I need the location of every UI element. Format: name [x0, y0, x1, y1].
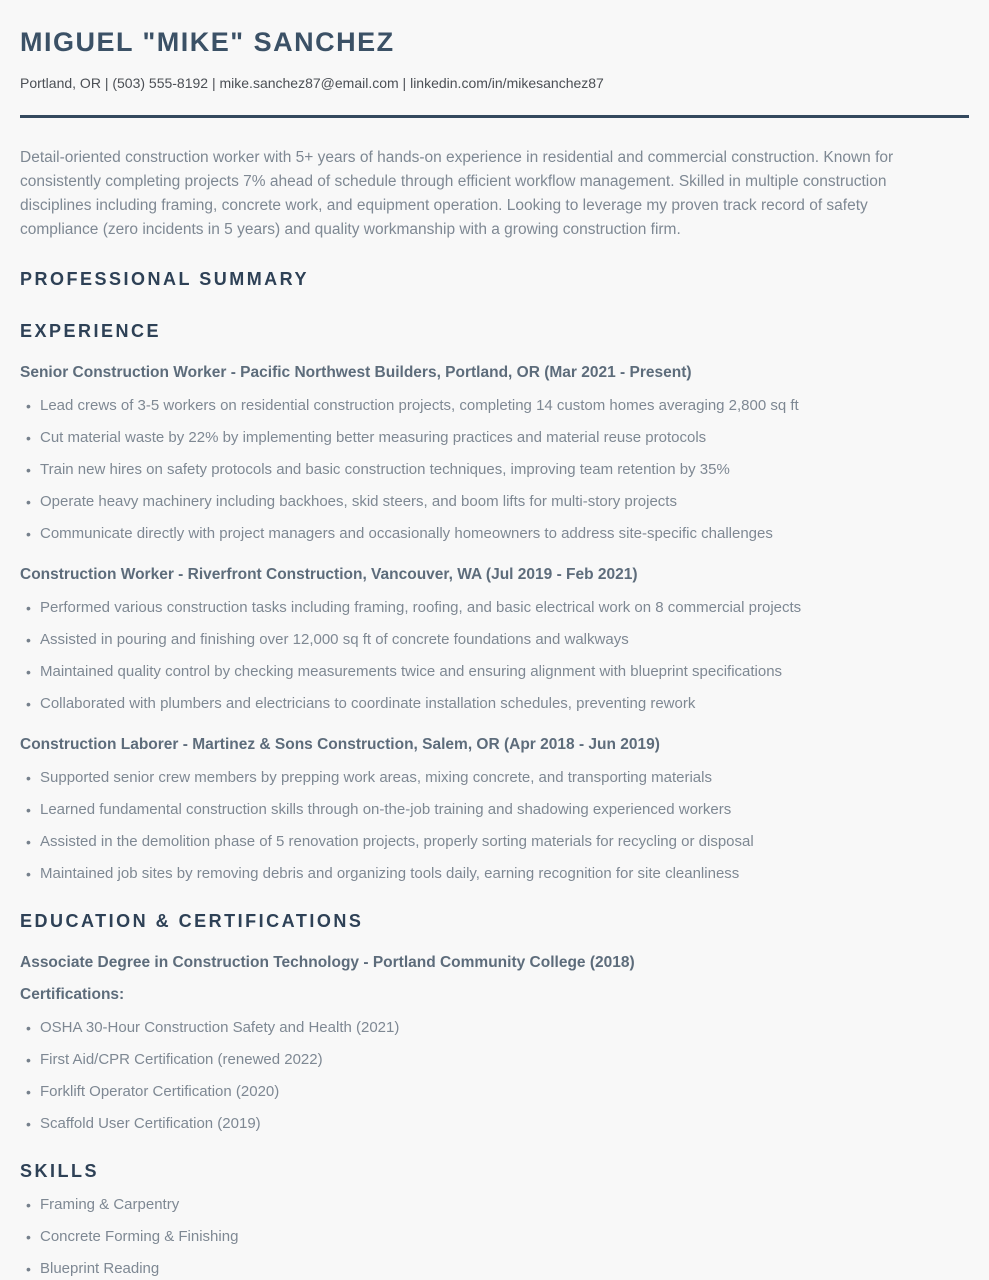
- list-item: • OSHA 30-Hour Construction Safety and Health (2021): [20, 1018, 969, 1038]
- job-title: Senior Construction Worker - Pacific Northwest Builders, Portland, OR (Mar 2021 - Present): [20, 364, 692, 381]
- list-item: • Forklift Operator Certification (2020): [20, 1082, 969, 1102]
- list-item: • First Aid/CPR Certification (renewed 2022): [20, 1050, 969, 1070]
- list-item: • Lead crews of 3-5 workers on residential construction projects, completing 14 custom homes averaging 2,800 sq ft: [20, 396, 969, 416]
- resume-name: MIGUEL "MIKE" SANCHEZ: [20, 27, 395, 57]
- list-item: • Performed various construction tasks including framing, roofing, and basic electrical work on 8 commercial projects: [20, 598, 969, 618]
- job-entry: [20, 734, 969, 884]
- list-item: • Maintained job sites by removing debris and organizing tools daily, earning recognition for site cleanliness: [20, 864, 969, 884]
- list-item: • Blueprint Reading: [20, 1259, 969, 1279]
- job-title: Construction Laborer - Martinez & Sons Construction, Salem, OR (Apr 2018 - Jun 2019): [20, 736, 660, 753]
- section-heading-skills: SKILLS: [20, 1161, 100, 1181]
- list-item: • Assisted in pouring and finishing over 12,000 sq ft of concrete foundations and walkways: [20, 630, 969, 650]
- header-divider: [20, 115, 969, 118]
- list-item: • Train new hires on safety protocols and basic construction techniques, improving team retention by 35%: [20, 460, 969, 480]
- list-item: • Collaborated with plumbers and electricians to coordinate installation schedules, preventing rework: [20, 694, 969, 714]
- list-item: • Learned fundamental construction skills through on-the-job training and shadowing experienced workers: [20, 800, 969, 820]
- contact-line: Portland, OR | (503) 555-8192 | mike.sanchez87@email.com | linkedin.com/in/mikesanchez87: [20, 75, 604, 91]
- list-item: • Communicate directly with project managers and occasionally homeowners to address site-specific challenges: [20, 524, 969, 544]
- list-item: • Assisted in the demolition phase of 5 renovation projects, properly sorting materials for recycling or disposal: [20, 832, 969, 852]
- summary-paragraph: Detail-oriented construction worker with 5+ years of hands-on experience in residential and commercial construction. Known for consistently completing projects 7% ahead of schedule through efficient workflow management. Skilled in multiple construction disciplines including framing, concrete work, and equipment operation. Looking to leverage my proven track record of safety compliance (zero incidents in 5 years) and quality workmanship with a growing construction firm.: [20, 149, 894, 238]
- list-item: • Supported senior crew members by prepping work areas, mixing concrete, and transporting materials: [20, 768, 969, 788]
- list-item: • Scaffold User Certification (2019): [20, 1114, 969, 1134]
- job-bullet-list: [20, 396, 969, 544]
- job-entry: [20, 362, 969, 544]
- skills-list: [20, 1195, 969, 1279]
- degree-line: Associate Degree in Construction Technology - Portland Community College (2018): [20, 954, 635, 971]
- list-item: • Concrete Forming & Finishing: [20, 1227, 969, 1247]
- section-heading-experience: EXPERIENCE: [20, 321, 162, 341]
- job-bullet-list: [20, 768, 969, 884]
- list-item: • Cut material waste by 22% by implementing better measuring practices and material reuse protocols: [20, 428, 969, 448]
- job-title: Construction Worker - Riverfront Construction, Vancouver, WA (Jul 2019 - Feb 2021): [20, 566, 638, 583]
- certifications-label: Certifications:: [20, 986, 125, 1003]
- list-item: • Maintained quality control by checking measurements twice and ensuring alignment with blueprint specifications: [20, 662, 969, 682]
- certifications-list: [20, 1018, 969, 1134]
- list-item: • Operate heavy machinery including backhoes, skid steers, and boom lifts for multi-story projects: [20, 492, 969, 512]
- job-bullet-list: [20, 598, 969, 714]
- job-entry: [20, 564, 969, 714]
- list-item: • Framing & Carpentry: [20, 1195, 969, 1215]
- section-heading-professional-summary: PROFESSIONAL SUMMARY: [20, 269, 310, 289]
- section-heading-education: EDUCATION & CERTIFICATIONS: [20, 911, 364, 931]
